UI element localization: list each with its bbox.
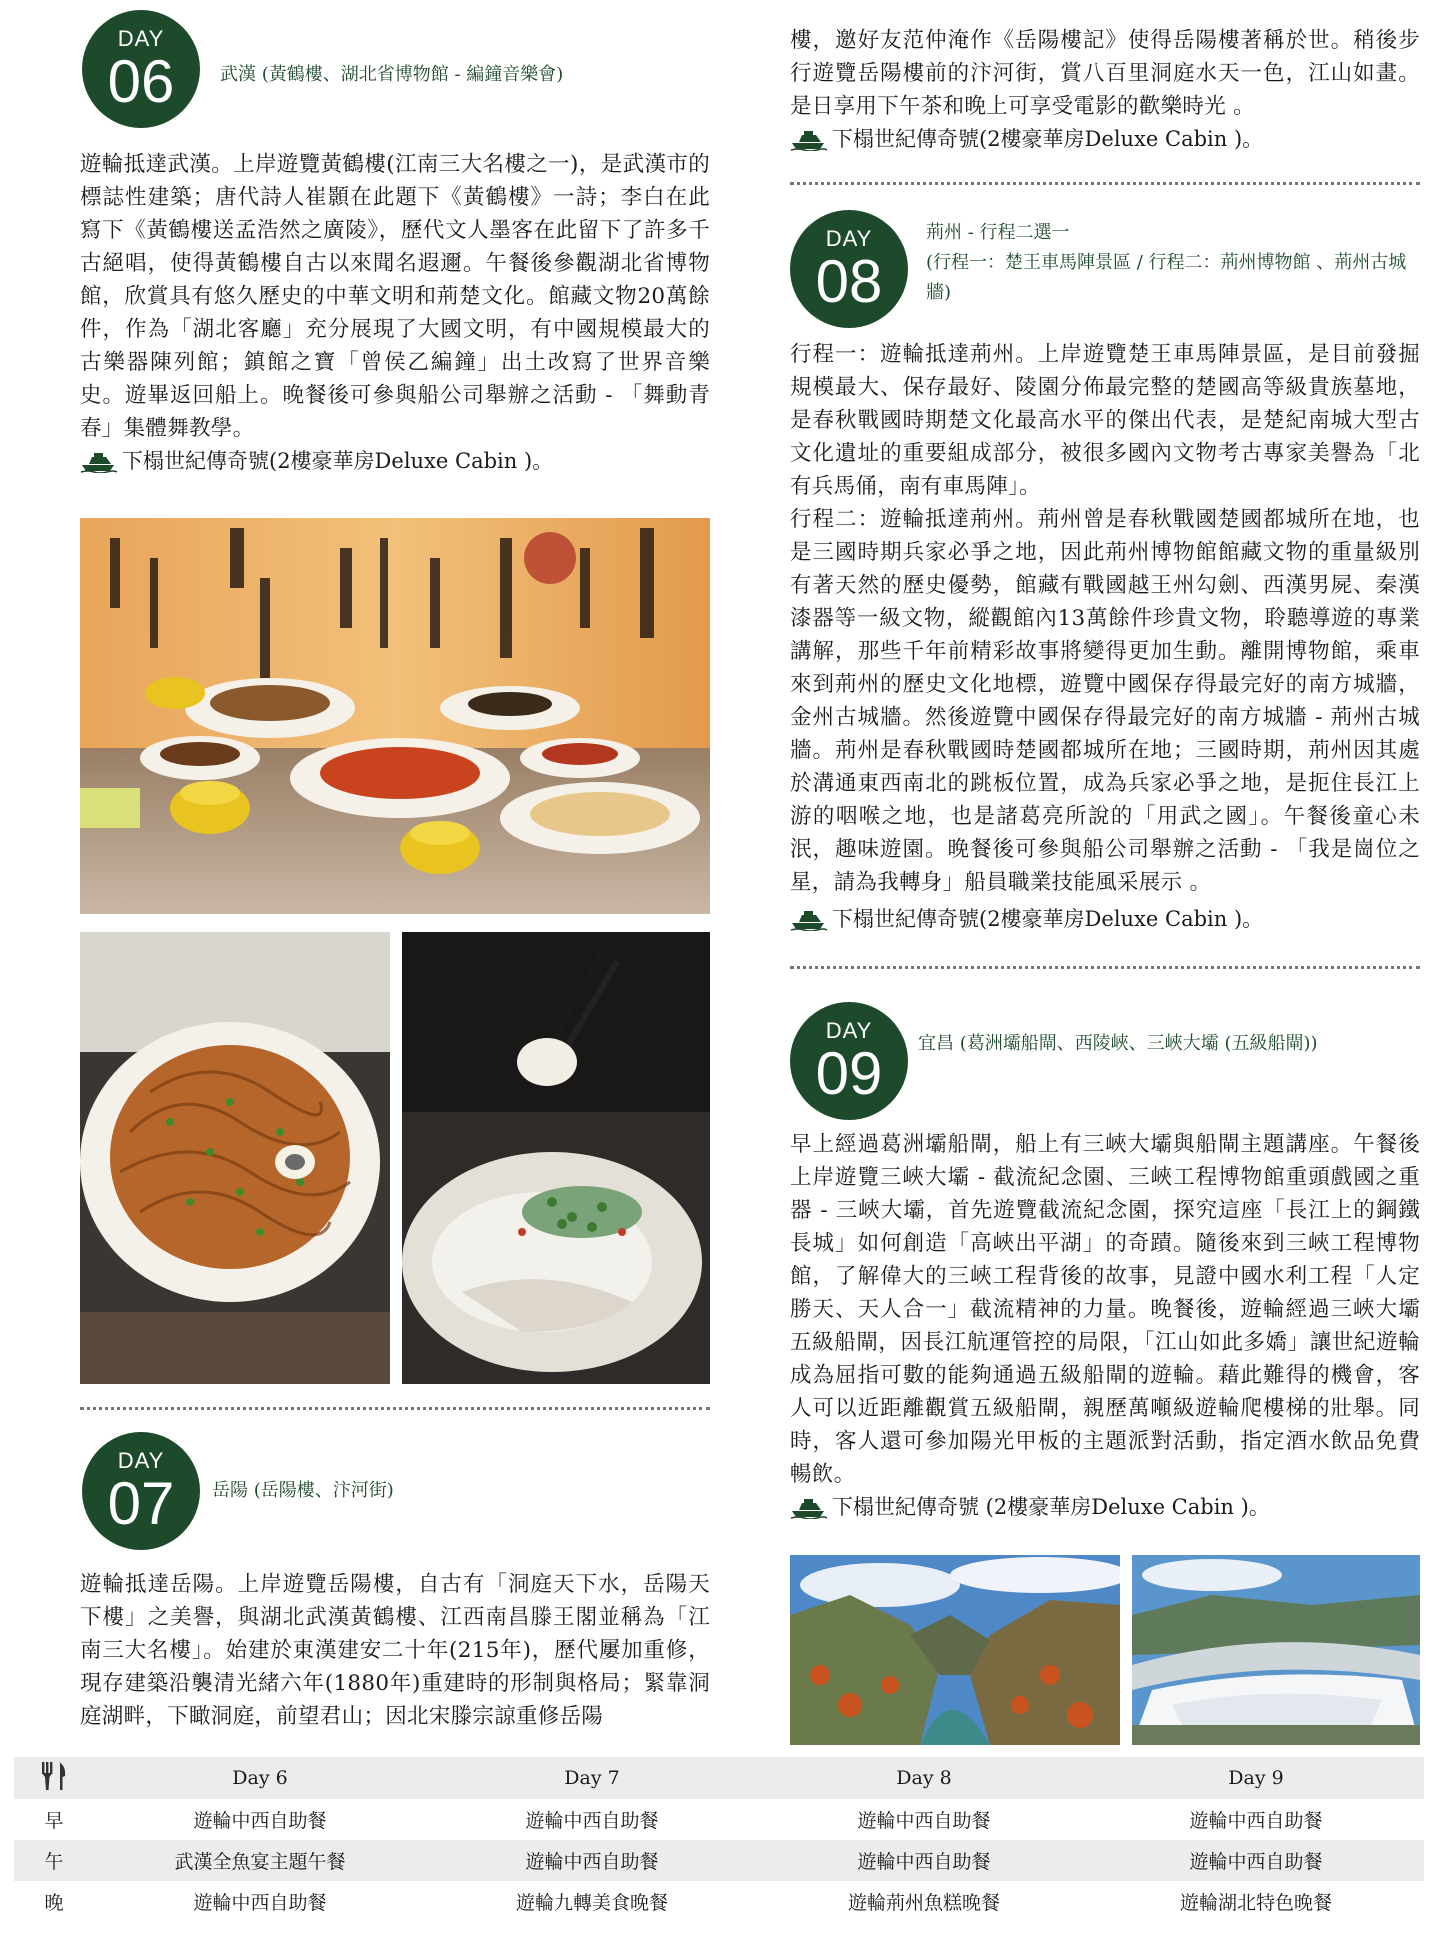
meal-header-day7: Day 7 bbox=[564, 1767, 620, 1789]
day9-body: 早上經過葛洲壩船閘，船上有三峽大壩與船閘主題講座。午餐後上岸遊覽三峽大壩 - 截流紀念園、三峽工程博物館重頭戲國之重器 - 三峽大壩，首先遊覽截流紀念園，探究這座「長江上的鋼鐵長城」如何創造「高峽出平湖」的奇蹟。隨後來到三峽工程博物館，了解偉大的三峽工程背後的故事，見證中國水利工程「人定勝天、天人合一」截流精神的力量。晚餐後，遊輪經過三峽大壩五級船閘，因長江航運管控的局限，「江山如此多嬌」讓世紀遊輪成為屈指可數的能夠通過五級船閘的遊輪。藉此難得的機會，客人可以近距離觀賞五級船閘，親歷萬噸級遊輪爬樓梯的壯舉。同時，客人還可參加陽光甲板的主題派對活動，指定酒水飲品免費暢飲。 bbox=[790, 1132, 1420, 1487]
meal-cell: 遊輪中西自助餐 bbox=[525, 1851, 659, 1873]
meal-header-day9: Day 9 bbox=[1228, 1767, 1284, 1789]
day7-cabin bbox=[790, 123, 1420, 156]
meal-row-dinner bbox=[14, 1881, 1424, 1922]
cabin-text: 下榻世紀傳奇號(2樓豪華房Deluxe Cabin )。 bbox=[832, 127, 1264, 151]
noodles-photo bbox=[80, 932, 390, 1384]
day7-badge bbox=[82, 1432, 200, 1550]
day8-title bbox=[926, 218, 1420, 308]
day6-body: 遊輪抵達武漢。上岸遊覽黃鶴樓(江南三大名樓之一)，是武漢市的標誌性建築；唐代詩人崔顥在此題下《黃鶴樓》一詩；李白在此寫下《黃鶴樓送孟浩然之廣陵》，歷代文人墨客在此留下了許多千古絕唱，使得黃鶴樓自古以來聞名遐邇。午餐後參觀湖北省博物館，欣賞具有悠久歷史的中華文明和荊楚文化。館藏文物20萬餘件，作為「湖北客廳」充分展現了大國文明，有中國規模最大的古樂器陳列館；鎮館之寶「曾侯乙編鐘」出土改寫了世界音樂史。遊畢返回船上。晚餐後可參與船公司舉辦之活動 - 「舞動青春」集體舞教學。 bbox=[80, 152, 710, 441]
day8-title-line2: (行程一：楚王車馬陣景區 / 行程二：荊州博物館 、荊州古城牆) bbox=[926, 252, 1407, 303]
day8-title-line1: 荊州 - 行程二選一 bbox=[926, 222, 1070, 243]
fish-image bbox=[402, 932, 710, 1384]
meal-table bbox=[14, 1757, 1424, 1922]
day-number: 09 bbox=[815, 1040, 883, 1107]
dam-image bbox=[1132, 1555, 1420, 1745]
day-number: 08 bbox=[815, 248, 883, 315]
meal-cell: 武漢全魚宴主題午餐 bbox=[174, 1851, 346, 1873]
meal-label: 早 bbox=[44, 1810, 64, 1832]
meal-cell: 遊輪中西自助餐 bbox=[193, 1892, 327, 1914]
meal-cell: 遊輪中西自助餐 bbox=[193, 1810, 327, 1832]
day-word: DAY bbox=[117, 1448, 165, 1473]
meal-cell: 遊輪中西自助餐 bbox=[1189, 1851, 1323, 1873]
day7-body-continued: 樓，邀好友范仲淹作《岳陽樓記》使得岳陽樓著稱於世。稍後步行遊覽岳陽樓前的汴河街，賞八百里洞庭水天一色，江山如畫。是日享用下午茶和晚上可享受電影的歡樂時光 。 bbox=[790, 28, 1420, 119]
day7-title: 岳陽 (岳陽樓、汴河街) bbox=[212, 1480, 394, 1501]
meal-row-lunch bbox=[14, 1840, 1424, 1881]
day7-body: 遊輪抵達岳陽。上岸遊覽岳陽樓，自古有「洞庭天下水，岳陽天下樓」之美譽，與湖北武漢黃鶴樓、江西南昌滕王閣並稱為「江南三大名樓」。始建於東漢建安二十年(215年)，歷代屢加重修，現存建築沿襲清光緒六年(1880年)重建時的形制與格局；緊靠洞庭湖畔，下瞰洞庭，前望君山；因北宋滕宗諒重修岳陽 bbox=[80, 1572, 710, 1729]
day8-header bbox=[790, 210, 1420, 328]
day6-badge bbox=[82, 10, 200, 128]
day-number: 06 bbox=[107, 48, 175, 115]
meal-cell: 遊輪荊州魚糕晚餐 bbox=[847, 1892, 1000, 1914]
meal-cell: 遊輪中西自助餐 bbox=[525, 1810, 659, 1832]
fish-photo bbox=[402, 932, 710, 1384]
day8-badge bbox=[790, 210, 908, 328]
day7-header bbox=[80, 1432, 710, 1558]
meal-label: 晚 bbox=[44, 1892, 64, 1914]
meal-cell: 遊輪中西自助餐 bbox=[857, 1810, 991, 1832]
meal-cell: 遊輪中西自助餐 bbox=[857, 1851, 991, 1873]
noodles-image bbox=[80, 932, 390, 1384]
cabin-text: 下榻世紀傳奇號(2樓豪華房Deluxe Cabin )。 bbox=[832, 907, 1264, 931]
meal-cell: 遊輪湖北特色晚餐 bbox=[1179, 1892, 1332, 1914]
cutlery-icon bbox=[14, 1760, 94, 1797]
meal-header-day8: Day 8 bbox=[896, 1767, 952, 1789]
day7-continued bbox=[790, 24, 1420, 156]
gorge-image bbox=[790, 1555, 1120, 1745]
meal-row-breakfast bbox=[14, 1799, 1424, 1840]
cabin-text: 下榻世紀傳奇號(2樓豪華房Deluxe Cabin )。 bbox=[122, 449, 554, 473]
day-number: 07 bbox=[107, 1470, 175, 1537]
day7-section bbox=[80, 1432, 710, 1733]
ship-icon bbox=[790, 1497, 828, 1519]
ship-icon bbox=[80, 451, 118, 473]
ship-icon bbox=[790, 909, 828, 931]
banquet-photo bbox=[80, 518, 710, 914]
banquet-image bbox=[80, 518, 710, 914]
ship-icon bbox=[790, 129, 828, 151]
day8-body-option1: 行程一：遊輪抵達荊州。上岸遊覽楚王車馬陣景區，是目前發掘規模最大、保存最好、陵園分佈最完整的楚國高等級貴族墓地，是春秋戰國時期楚文化最高水平的傑出代表，是楚紀南城大型古文化遺址的重要組成部分，被很多國內文物考古專家美譽為「北有兵馬俑，南有車馬陣」。 bbox=[790, 342, 1420, 499]
day-word: DAY bbox=[117, 26, 165, 51]
day6-header bbox=[80, 0, 710, 130]
day8-body-option2: 行程二：遊輪抵達荊州。荊州曾是春秋戰國楚國都城所在地，也是三國時期兵家必爭之地，因此荊州博物館館藏文物的重量級別有著天然的歷史優勢，館藏有戰國越王州勾劍、西漢男屍、秦漢漆器等一級文物，縱觀館內13萬餘件珍貴文物，聆聽導遊的專業講解，那些千年前精彩故事將變得更加生動。離開博物館，乘車來到荊州的歷史文化地標，遊覽中國保存得最完好的南方城牆，金州古城牆。然後遊覽中國保存得最完好的南方城牆 - 荊州古城牆。荊州是春秋戰國時楚國都城所在地；三國時期，荊州因其處於溝通東西南北的跳板位置，成為兵家必爭之地，是扼住長江上游的咽喉之地，也是諸葛亮所說的「用武之國」。午餐後童心未泯，趣味遊園。晚餐後可參與船公司舉辦之活動 - 「我是崗位之星，請為我轉身」船員職業技能風采展示 。 bbox=[790, 507, 1420, 895]
meal-table-header bbox=[14, 1757, 1424, 1799]
meal-cell: 遊輪九轉美食晚餐 bbox=[515, 1892, 668, 1914]
section-divider bbox=[80, 1407, 710, 1410]
day9-title: 宜昌 (葛洲壩船閘、西陵峽、三峽大壩 (五級船閘)) bbox=[918, 1033, 1318, 1054]
day-word: DAY bbox=[825, 226, 873, 251]
day6-title: 武漢 (黃鶴樓、湖北省博物館 - 編鐘音樂會) bbox=[220, 64, 564, 85]
gorge-photo bbox=[790, 1555, 1120, 1745]
day9-badge bbox=[790, 1002, 908, 1120]
day8-section bbox=[790, 210, 1420, 936]
day-word: DAY bbox=[825, 1018, 873, 1043]
day6-section bbox=[80, 0, 710, 478]
day8-cabin bbox=[790, 903, 1420, 936]
section-divider bbox=[790, 182, 1420, 185]
day9-header bbox=[790, 1002, 1420, 1122]
cabin-text: 下榻世紀傳奇號 (2樓豪華房Deluxe Cabin )。 bbox=[832, 1495, 1270, 1519]
dam-photo bbox=[1132, 1555, 1420, 1745]
day9-cabin bbox=[790, 1491, 1420, 1524]
day9-section bbox=[790, 1002, 1420, 1524]
section-divider bbox=[790, 966, 1420, 969]
meal-header-day6: Day 6 bbox=[232, 1767, 288, 1789]
day6-cabin bbox=[80, 445, 710, 478]
meal-label: 午 bbox=[44, 1851, 64, 1873]
meal-cell: 遊輪中西自助餐 bbox=[1189, 1810, 1323, 1832]
